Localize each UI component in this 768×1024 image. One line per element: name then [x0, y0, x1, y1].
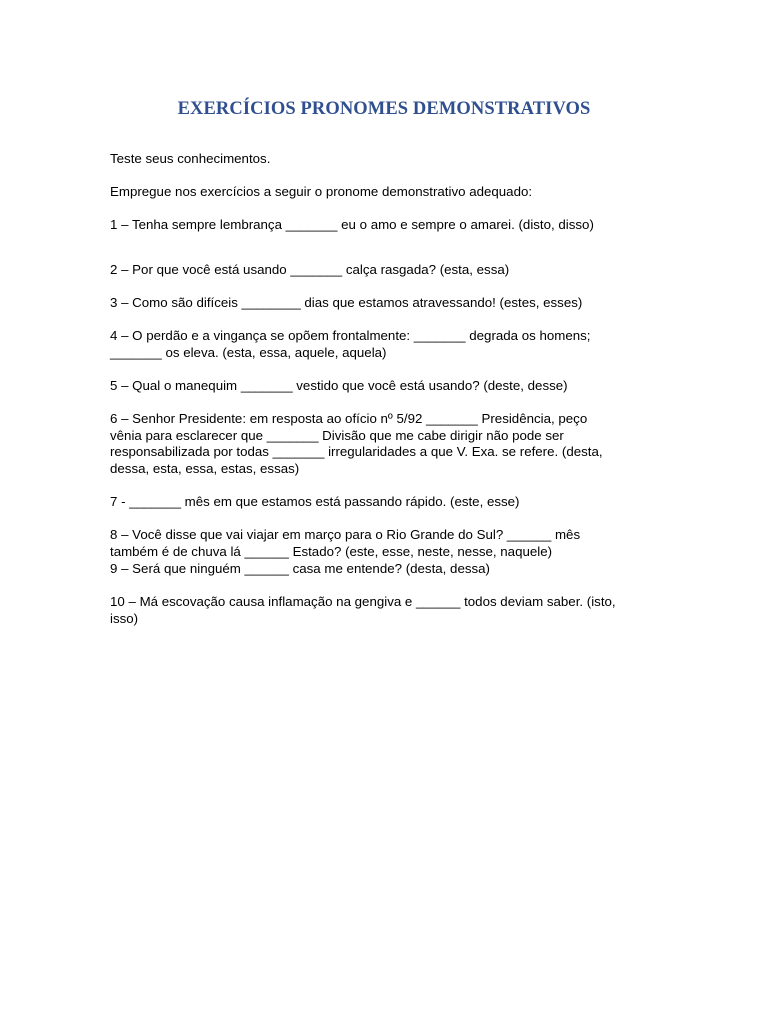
exercise-6 [110, 411, 670, 478]
page-title: EXERCÍCIOS PRONOMES DEMONSTRATIVOS [177, 99, 591, 119]
exercise-3 [110, 295, 670, 312]
exercise-line: 3 – Como são difíceis ________ dias que estamos atravessando! (estes, esses) [110, 295, 583, 310]
exercise-1 [110, 217, 670, 234]
exercise-line: 1 – Tenha sempre lembrança _______ eu o amo e sempre o amarei. (disto, disso) [110, 217, 594, 232]
exercise-5 [110, 378, 670, 395]
exercise-line: dessa, esta, essa, estas, essas) [110, 461, 300, 477]
exercise-line: 4 – O perdão e a vingança se opõem frontalmente: _______ degrada os homens; [110, 328, 591, 343]
exercise-line: responsabilizada por todas _______ irregularidades a que V. Exa. se refere. (desta, [110, 444, 603, 460]
exercise-9 [110, 561, 670, 578]
exercise-line: 8 – Você disse que vai viajar em março para o Rio Grande do Sul? ______ mês [110, 527, 581, 542]
exercise-line: 2 – Por que você está usando _______ calça rasgada? (esta, essa) [110, 262, 510, 277]
exercise-8 [110, 527, 670, 560]
exercise-line: 6 – Senhor Presidente: em resposta ao ofício nº 5/92 _______ Presidência, peço [110, 411, 588, 426]
exercise-line: 10 – Má escovação causa inflamação na gengiva e ______ todos deviam saber. (isto, [110, 594, 616, 609]
exercise-line: 5 – Qual o manequim _______ vestido que você está usando? (deste, desse) [110, 378, 568, 393]
exercise-line: _______ os eleva. (esta, essa, aquele, aquela) [110, 344, 387, 360]
exercise-2 [110, 262, 670, 279]
exercise-10 [110, 594, 670, 627]
exercise-4 [110, 328, 670, 361]
exercise-line: vênia para esclarecer que _______ Divisão que me cabe dirigir não pode ser [110, 427, 564, 443]
intro-text: Teste seus conhecimentos. [110, 151, 271, 166]
exercise-line: isso) [110, 610, 139, 626]
exercise-line: também é de chuva lá ______ Estado? (este, esse, neste, nesse, naquele) [110, 543, 553, 559]
exercise-line: 7 - _______ mês em que estamos está passando rápido. (este, esse) [110, 494, 520, 509]
exercise-line: 9 – Será que ninguém ______ casa me entende? (desta, dessa) [110, 561, 490, 576]
exercise-7 [110, 494, 670, 511]
instruction-text: Empregue nos exercícios a seguir o pronome demonstrativo adequado: [110, 184, 533, 199]
